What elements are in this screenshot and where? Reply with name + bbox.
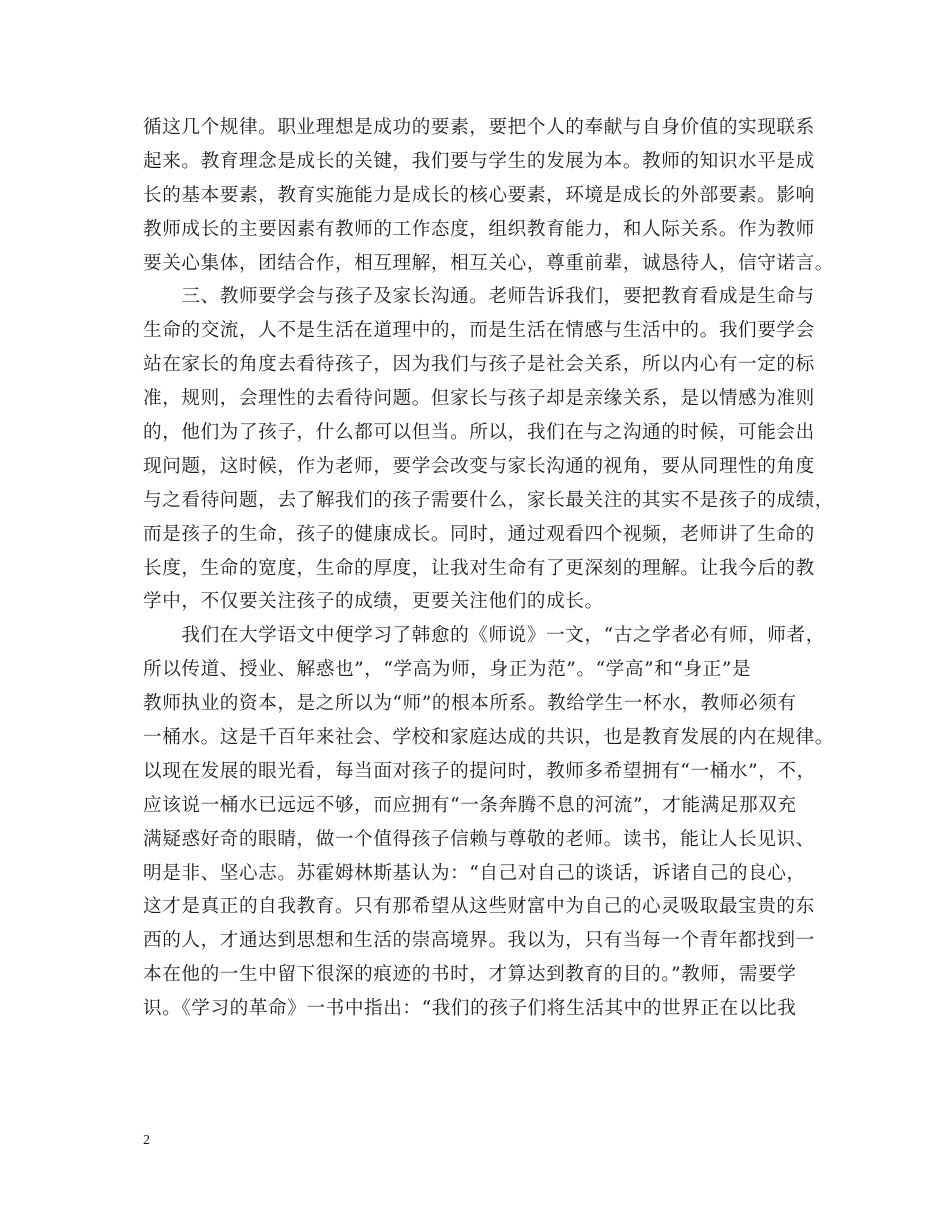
text-line: 准，规则，会理性的去看待问题。但家长与孩子却是亲缘关系，是以情感为准则 [143,388,815,410]
text-line: 满疑惑好奇的眼睛，做一个值得孩子信赖与尊敬的老师。读书，能让人长见识、 [143,828,815,850]
text-line: 我们在大学语文中便学习了韩愈的《师说》一文，“古之学者必有师，师者， [143,625,825,647]
body-text [143,111,834,1026]
text-line: 生命的交流，人不是生活在道理中的，而是生活在情感与生活中的。我们要学会 [143,320,815,342]
text-line: 所以传道、授业、解惑也”，“学高为师，身正为范”。“学高”和“身正”是 [143,659,752,681]
text-line: 三、教师要学会与孩子及家长沟通。老师告诉我们，要把教育看成是生命与 [143,286,815,308]
text-line: 明是非、坚心志。苏霍姆林斯基认为：“自己对自己的谈话，诉诸自己的良心， [143,862,806,884]
text-line: 与之看待问题，去了解我们的孩子需要什么，家长最关注的其实不是孩子的成绩， [143,489,834,511]
text-line: 教师成长的主要因素有教师的工作态度，组织教育能力，和人际关系。作为教师 [143,218,815,240]
text-line: 长的基本要素，教育实施能力是成长的核心要素，环境是成长的外部要素。影响 [143,184,815,206]
text-line: 的，他们为了孩子，什么都可以但当。所以，我们在与之沟通的时候，可能会出 [143,422,815,444]
text-line: 现问题，这时候，作为老师，要学会改变与家长沟通的视角，要从同理性的角度 [143,455,815,477]
text-line: 以现在发展的眼光看，每当面对孩子的提问时，教师多希望拥有“一桶水”，不， [143,760,816,782]
text-line: 一桶水。这是千百年来社会、学校和家庭达成的共识，也是教育发展的内在规律。 [143,727,834,749]
text-line: 教师执业的资本，是之所以为“师”的根本所系。教给学生一杯水，教师必须有 [143,693,797,715]
text-line: 要关心集体，团结合作，相互理解，相互关心，尊重前辈，诚恳待人，信守诺言。 [143,252,834,274]
text-line: 西的人，才通达到思想和生活的崇高境界。我以为，只有当每一个青年都找到一 [143,930,815,952]
text-line: 应该说一桶水已远远不够，而应拥有“一条奔腾不息的河流”，才能满足那双充 [143,794,797,816]
text-line: 起来。教育理念是成长的关键，我们要与学生的发展为本。教师的知识水平是成 [143,150,815,172]
text-line: 循这几个规律。职业理想是成功的要素，要把个人的奉献与自身价值的实现联系 [143,117,815,138]
text-line: 站在家长的角度去看待孩子，因为我们与孩子是社会关系，所以内心有一定的标 [143,354,815,376]
text-line: 这才是真正的自我教育。只有那希望从这些财富中为自己的心灵吸取最宝贵的东 [143,896,815,918]
text-line: 学中，不仅要关注孩子的成绩，更要关注他们的成长。 [143,591,604,613]
text-line: 本在他的一生中留下很深的痕迹的书时，才算达到教育的目的。”教师，需要学 [143,964,797,986]
text-line: 长度，生命的宽度，生命的厚度，让我对生命有了更深刻的理解。让我今后的教 [143,557,815,579]
text-line: 识。《学习的革命》一书中指出：“我们的孩子们将生活其中的世界正在以比我 [143,998,797,1020]
page-number: 2 [143,1133,150,1148]
text-line: 而是孩子的生命，孩子的健康成长。同时，通过观看四个视频，老师讲了生命的 [143,523,815,545]
